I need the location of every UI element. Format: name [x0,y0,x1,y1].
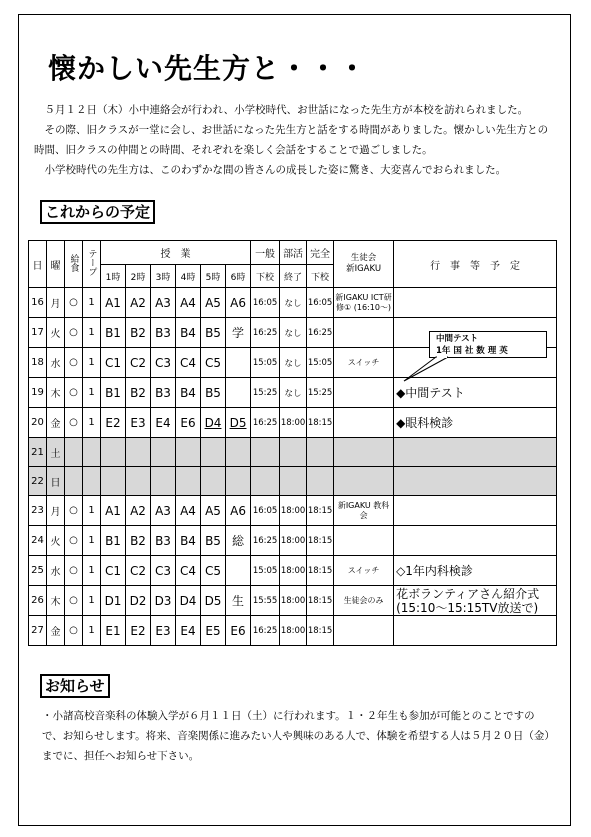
tape-cell: 1 [83,288,101,318]
callout-line: 中間テスト [436,334,479,344]
period-cell: B3 [151,378,176,408]
period-cell: A3 [151,288,176,318]
general-dismissal-cell: 16:25 [251,526,280,556]
period-cell: E5 [201,616,226,646]
weekday-cell: 木 [47,378,65,408]
tape-cell: 1 [83,348,101,378]
schedule-row [29,496,557,526]
period-cell [151,438,176,467]
period-cell: C3 [151,556,176,586]
day-cell: 27 [29,616,47,646]
tape-cell: 1 [83,318,101,348]
event-cell: ◆眼科検診 [394,408,557,438]
schedule-row [29,526,557,556]
period-cell: C5 [201,556,226,586]
header-student-council-label: 生徒会 [350,253,377,263]
period-cell: B3 [151,318,176,348]
student-council-cell: スイッチ [334,556,394,586]
period-cell [101,467,126,496]
weekday-cell: 金 [47,616,65,646]
header-club-end: 終了 [280,265,307,288]
header-dismissal: 下校 [251,265,280,288]
club-end-cell: なし [280,378,307,408]
period-cell: 生 [226,586,251,616]
event-cell [394,616,557,646]
intro-text [34,100,554,180]
period-cell [226,348,251,378]
club-end-cell: なし [280,348,307,378]
event-cell [394,526,557,556]
header-tape-label: テープ [86,249,97,276]
period-cell: E3 [151,616,176,646]
period-cell: B3 [151,526,176,556]
event-cell [394,438,557,467]
schedule-row [29,467,557,496]
notice-text: ・小諸高校音楽科の体験入学が６月１１日（土）に行われます。１・２年生も参加が可能とのことですので、お知らせします。将来、音楽関係に進みたい人や興味のある人で、体験を希望する人は５月２０日（金）までに、担任へお知らせ下さい。 [42,710,550,762]
header-complete-dismissal: 下校 [307,265,334,288]
lunch-cell: ○ [65,318,83,348]
period-cell: D4 [176,586,201,616]
general-dismissal-cell: 15:55 [251,586,280,616]
student-council-cell [334,526,394,556]
weekday-cell: 木 [47,586,65,616]
event-cell [394,467,557,496]
period-cell: B5 [201,526,226,556]
weekday-cell: 月 [47,288,65,318]
day-cell: 17 [29,318,47,348]
lunch-cell [65,438,83,467]
header-lunch [65,241,83,288]
period-cell: B4 [176,378,201,408]
header-period: 4時 [176,265,201,288]
student-council-cell: 新IGAKU 教科会 [334,496,394,526]
club-end-cell: 18:00 [280,586,307,616]
general-dismissal-cell: 16:25 [251,408,280,438]
complete-dismissal-cell: 18:15 [307,586,334,616]
period-cell: C2 [126,556,151,586]
weekday-cell: 土 [47,438,65,467]
period-cell: B1 [101,378,126,408]
schedule-row [29,586,557,616]
notice-heading: お知らせ [40,674,110,698]
period-cell: B2 [126,318,151,348]
period-cell: E4 [176,616,201,646]
general-dismissal-cell: 15:05 [251,556,280,586]
period-cell: D5 [201,586,226,616]
tape-cell: 1 [83,526,101,556]
period-cell: A3 [151,496,176,526]
lunch-cell: ○ [65,526,83,556]
period-cell [176,438,201,467]
complete-dismissal-cell: 18:15 [307,616,334,646]
period-cell: A1 [101,288,126,318]
event-cell: ◆中間テスト [394,378,557,408]
complete-dismissal-cell [307,467,334,496]
schedule-row [29,616,557,646]
lunch-cell [65,467,83,496]
club-end-cell: なし [280,318,307,348]
general-dismissal-cell [251,438,280,467]
student-council-cell: 生徒会のみ [334,586,394,616]
schedule-row [29,288,557,318]
schedule-row [29,556,557,586]
period-cell: C1 [101,348,126,378]
lunch-cell: ○ [65,556,83,586]
general-dismissal-cell: 16:25 [251,616,280,646]
period-cell: A2 [126,288,151,318]
period-cell: B5 [201,378,226,408]
complete-dismissal-cell: 15:25 [307,378,334,408]
weekday-cell: 月 [47,496,65,526]
period-cell: E3 [126,408,151,438]
period-cell: D2 [126,586,151,616]
day-cell: 26 [29,586,47,616]
period-cell [176,467,201,496]
day-cell: 20 [29,408,47,438]
header-period: 6時 [226,265,251,288]
header-period: 3時 [151,265,176,288]
lunch-cell: ○ [65,496,83,526]
event-cell: 花ボランティアさん紹介式 (15:10～15:15TV放送で) [394,586,557,616]
weekday-cell: 火 [47,526,65,556]
period-cell [226,438,251,467]
student-council-cell [334,467,394,496]
period-cell: B4 [176,526,201,556]
tape-cell [83,438,101,467]
student-council-cell: スイッチ [334,348,394,378]
header-weekday: 曜 [47,241,65,288]
weekday-cell: 火 [47,318,65,348]
club-end-cell [280,467,307,496]
header-lessons: 授 業 [101,241,251,265]
period-cell [201,467,226,496]
complete-dismissal-cell: 16:25 [307,318,334,348]
period-cell: B5 [201,318,226,348]
tape-cell [83,467,101,496]
header-period: 1時 [101,265,126,288]
day-cell: 16 [29,288,47,318]
general-dismissal-cell: 16:05 [251,496,280,526]
callout-line: 1年 国 社 数 理 英 [436,346,508,356]
period-cell: D5 [226,408,251,438]
period-cell: A4 [176,496,201,526]
general-dismissal-cell: 15:05 [251,348,280,378]
period-cell [226,378,251,408]
tape-cell: 1 [83,586,101,616]
period-cell: A6 [226,288,251,318]
period-cell: B1 [101,318,126,348]
tape-cell: 1 [83,496,101,526]
event-cell: ◇1年内科検診 [394,556,557,586]
period-cell: 総 [226,526,251,556]
header-complete: 完全 [307,241,334,265]
club-end-cell: 18:00 [280,616,307,646]
period-cell [226,467,251,496]
period-cell: D4 [201,408,226,438]
general-dismissal-cell: 16:05 [251,288,280,318]
page-title: 懐かしい先生方と・・・ [48,52,368,85]
club-end-cell: 18:00 [280,496,307,526]
period-cell: D3 [151,586,176,616]
period-cell: C3 [151,348,176,378]
header-period: 2時 [126,265,151,288]
header-period: 5時 [201,265,226,288]
day-cell: 23 [29,496,47,526]
period-cell: A2 [126,496,151,526]
period-cell: B2 [126,526,151,556]
lunch-cell: ○ [65,616,83,646]
club-end-cell [280,438,307,467]
period-cell: A5 [201,288,226,318]
student-council-cell: 新IGAKU ICT研修① (16:10～) [334,288,394,318]
period-cell [226,556,251,586]
student-council-cell [334,438,394,467]
header-tape [83,241,101,288]
header-shin-igaku-label: 新IGAKU [346,264,382,274]
student-council-cell [334,408,394,438]
period-cell: 学 [226,318,251,348]
complete-dismissal-cell: 18:15 [307,526,334,556]
period-cell: B1 [101,526,126,556]
tape-cell: 1 [83,556,101,586]
complete-dismissal-cell: 15:05 [307,348,334,378]
intro-paragraph: その際、旧クラスが一堂に会し、お世話になった先生方と話をする時間がありました。懐かしい先生方との時間、旧クラスの仲間との時間、それぞれを楽しく会話をすることで過ごしました。 [34,124,549,156]
lunch-cell: ○ [65,586,83,616]
period-cell: B2 [126,378,151,408]
period-cell: B4 [176,318,201,348]
intro-paragraph: ５月１２日（木）小中連絡会が行われ、小学校時代、お世話になった先生方が本校を訪れられました。 [34,104,529,116]
header-student-council [334,241,394,288]
complete-dismissal-cell: 18:15 [307,496,334,526]
period-cell: E2 [101,408,126,438]
period-cell [101,438,126,467]
header-events: 行 事 等 予 定 [394,241,557,288]
period-cell: E6 [176,408,201,438]
complete-dismissal-cell: 18:15 [307,556,334,586]
club-end-cell: 18:00 [280,408,307,438]
period-cell: A4 [176,288,201,318]
schedule-row [29,378,557,408]
general-dismissal-cell: 15:25 [251,378,280,408]
schedule-heading: これからの予定 [40,200,155,224]
period-cell [201,438,226,467]
period-cell [126,438,151,467]
period-cell: E6 [226,616,251,646]
period-cell: A1 [101,496,126,526]
weekday-cell: 水 [47,556,65,586]
student-council-cell [334,318,394,348]
student-council-cell [334,378,394,408]
period-cell: C4 [176,348,201,378]
day-cell: 21 [29,438,47,467]
schedule-row [29,438,557,467]
student-council-cell [334,616,394,646]
club-end-cell: 18:00 [280,556,307,586]
tape-cell: 1 [83,378,101,408]
weekday-cell: 金 [47,408,65,438]
event-cell [394,496,557,526]
period-cell [126,467,151,496]
tape-cell: 1 [83,616,101,646]
midterm-callout [429,331,547,358]
day-cell: 22 [29,467,47,496]
lunch-cell: ○ [65,348,83,378]
period-cell: C5 [201,348,226,378]
intro-paragraph: 小学校時代の先生方は、このわずかな間の皆さんの成長した姿に驚き、大変喜んでおられました。 [34,164,507,176]
complete-dismissal-cell: 16:05 [307,288,334,318]
period-cell: E1 [101,616,126,646]
header-day: 日 [29,241,47,288]
schedule-row [29,408,557,438]
general-dismissal-cell: 16:25 [251,318,280,348]
club-end-cell: なし [280,288,307,318]
day-cell: 24 [29,526,47,556]
event-cell [394,288,557,318]
tape-cell: 1 [83,408,101,438]
lunch-cell: ○ [65,408,83,438]
day-cell: 19 [29,378,47,408]
period-cell: C2 [126,348,151,378]
period-cell [151,467,176,496]
period-cell: E4 [151,408,176,438]
weekday-cell: 水 [47,348,65,378]
header-club: 部活 [280,241,307,265]
lunch-cell: ○ [65,288,83,318]
schedule-table [28,240,557,646]
period-cell: A6 [226,496,251,526]
day-cell: 18 [29,348,47,378]
lunch-cell: ○ [65,378,83,408]
period-cell: D1 [101,586,126,616]
period-cell: C4 [176,556,201,586]
period-cell: E2 [126,616,151,646]
period-cell: A5 [201,496,226,526]
header-general: 一般 [251,241,280,265]
period-cell: C1 [101,556,126,586]
day-cell: 25 [29,556,47,586]
complete-dismissal-cell [307,438,334,467]
complete-dismissal-cell: 18:15 [307,408,334,438]
club-end-cell: 18:00 [280,526,307,556]
header-lunch-label: 給食 [68,253,79,272]
weekday-cell: 日 [47,467,65,496]
general-dismissal-cell [251,467,280,496]
